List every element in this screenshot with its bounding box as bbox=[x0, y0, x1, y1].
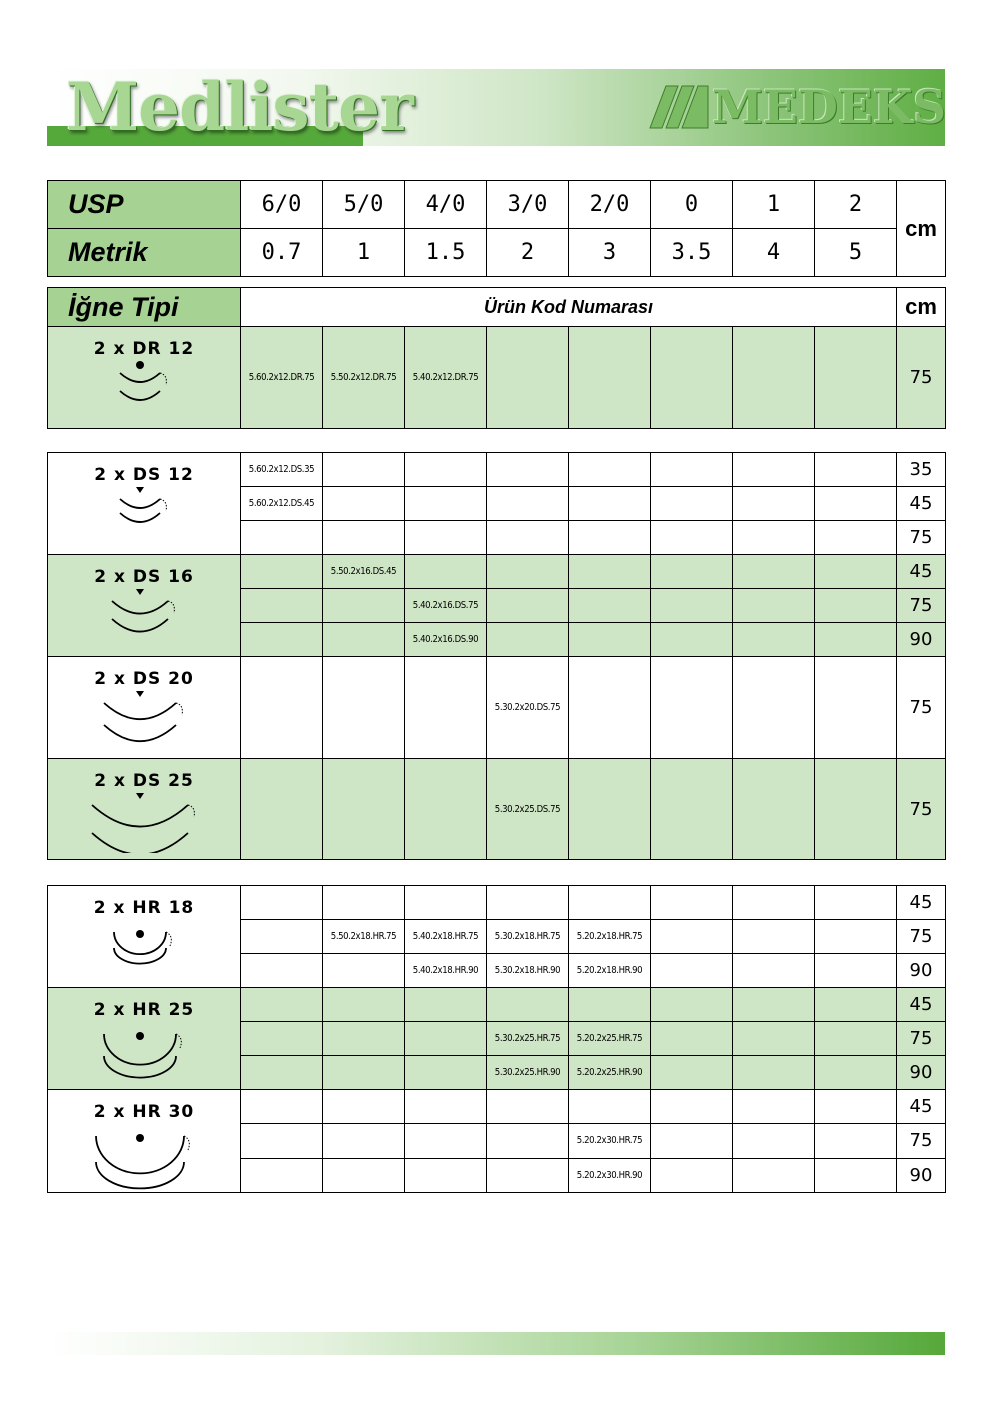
product-code-cell: 5.40.2x18.HR.90 bbox=[405, 954, 487, 988]
product-code-cell bbox=[487, 487, 569, 521]
needle-group-ds12 bbox=[48, 453, 946, 555]
product-code-cell: 5.30.2x20.DS.75 bbox=[487, 657, 569, 759]
product-code-cell: 5.30.2x25.HR.75 bbox=[487, 1022, 569, 1056]
product-code-cell bbox=[241, 589, 323, 623]
product-code-cell bbox=[815, 555, 897, 589]
length-cm-cell: 75 bbox=[897, 920, 946, 954]
metric-size: 2 bbox=[487, 229, 569, 277]
product-code-cell bbox=[569, 1090, 651, 1124]
needle-section-hr bbox=[47, 885, 946, 1193]
needle-type-cell bbox=[48, 555, 241, 657]
length-cm-cell: 45 bbox=[897, 555, 946, 589]
needle-group-dr12 bbox=[48, 327, 946, 429]
length-cm-cell: 45 bbox=[897, 886, 946, 920]
product-code-cell bbox=[323, 521, 405, 555]
product-code-cell bbox=[405, 1056, 487, 1090]
product-code-cell: 5.50.2x12.DR.75 bbox=[323, 327, 405, 429]
needle-group-ds25 bbox=[48, 759, 946, 860]
product-code-cell: 5.20.2x30.HR.90 bbox=[569, 1158, 651, 1192]
code-row bbox=[48, 453, 946, 487]
product-code-cell: 5.30.2x25.HR.90 bbox=[487, 1056, 569, 1090]
metric-label: Metrik bbox=[48, 229, 241, 277]
product-code-cell bbox=[733, 1124, 815, 1158]
product-code-cell: 5.20.2x25.HR.75 bbox=[569, 1022, 651, 1056]
product-code-cell bbox=[733, 623, 815, 657]
product-code-cell bbox=[733, 759, 815, 860]
product-code-cell bbox=[487, 623, 569, 657]
product-code-cell bbox=[241, 521, 323, 555]
product-code-cell bbox=[569, 589, 651, 623]
needle-group-hr18 bbox=[48, 886, 946, 988]
product-code-cell bbox=[815, 1124, 897, 1158]
product-code-cell bbox=[815, 521, 897, 555]
product-code-cell bbox=[323, 623, 405, 657]
product-code-cell bbox=[241, 1090, 323, 1124]
code-title: Ürün Kod Numarası bbox=[241, 288, 897, 327]
needle-type-cell bbox=[48, 657, 241, 759]
usp-size: 0 bbox=[651, 181, 733, 229]
product-code-cell bbox=[815, 1022, 897, 1056]
product-code-cell bbox=[323, 487, 405, 521]
product-code-cell bbox=[487, 1090, 569, 1124]
length-cm-cell: 90 bbox=[897, 1158, 946, 1192]
code-row bbox=[48, 1090, 946, 1124]
metric-size: 5 bbox=[815, 229, 897, 277]
product-code-cell bbox=[651, 920, 733, 954]
product-code-cell bbox=[815, 920, 897, 954]
product-code-cell bbox=[323, 1158, 405, 1192]
product-code-cell: 5.50.2x16.DS.45 bbox=[323, 555, 405, 589]
needle-shape-icon bbox=[88, 1122, 200, 1192]
needle-name: 2 x HR 18 bbox=[93, 898, 195, 918]
product-code-cell bbox=[487, 327, 569, 429]
product-code-cell bbox=[569, 555, 651, 589]
product-code-cell bbox=[733, 1022, 815, 1056]
product-code-cell bbox=[569, 487, 651, 521]
length-cm-cell: 75 bbox=[897, 589, 946, 623]
needle-shape-icon bbox=[99, 587, 189, 639]
needle-type-label: İğne Tipi bbox=[48, 288, 241, 327]
product-code-cell bbox=[569, 327, 651, 429]
needle-group-hr25 bbox=[48, 988, 946, 1090]
product-code-cell bbox=[733, 487, 815, 521]
product-code-cell: 5.60.2x12.DR.75 bbox=[241, 327, 323, 429]
product-code-cell bbox=[651, 988, 733, 1022]
product-code-cell bbox=[241, 555, 323, 589]
product-code-cell bbox=[815, 1090, 897, 1124]
product-code-cell bbox=[733, 954, 815, 988]
length-cm-cell: 75 bbox=[897, 759, 946, 860]
product-code-cell bbox=[733, 521, 815, 555]
needle-name: 2 x HR 30 bbox=[93, 1102, 195, 1122]
product-code-cell bbox=[815, 954, 897, 988]
product-code-cell bbox=[733, 589, 815, 623]
product-code-cell bbox=[815, 759, 897, 860]
product-code-cell bbox=[405, 988, 487, 1022]
product-code-cell bbox=[487, 1158, 569, 1192]
product-code-cell bbox=[241, 759, 323, 860]
product-code-cell bbox=[241, 1056, 323, 1090]
needle-type-cell bbox=[48, 327, 241, 429]
needle-name: 2 x DR 12 bbox=[93, 339, 195, 359]
length-cm-cell: 45 bbox=[897, 988, 946, 1022]
product-code-cell bbox=[733, 555, 815, 589]
product-code-cell: 5.30.2x18.HR.90 bbox=[487, 954, 569, 988]
needle-type-cell bbox=[48, 1090, 241, 1193]
size-header-table bbox=[47, 180, 946, 277]
product-code-cell: 5.40.2x18.HR.75 bbox=[405, 920, 487, 954]
usp-size: 2/0 bbox=[569, 181, 651, 229]
needle-shape-icon bbox=[82, 791, 206, 853]
product-code-cell bbox=[733, 657, 815, 759]
product-code-cell bbox=[569, 988, 651, 1022]
product-code-cell bbox=[815, 1158, 897, 1192]
product-code-cell bbox=[815, 988, 897, 1022]
product-code-cell bbox=[733, 1090, 815, 1124]
product-code-cell bbox=[569, 623, 651, 657]
unit-header: cm bbox=[897, 181, 946, 277]
product-code-cell: 5.40.2x16.DS.75 bbox=[405, 589, 487, 623]
product-code-cell bbox=[569, 886, 651, 920]
product-code-cell bbox=[405, 759, 487, 860]
product-code-cell bbox=[405, 1124, 487, 1158]
product-code-cell bbox=[815, 327, 897, 429]
product-code-cell bbox=[487, 988, 569, 1022]
product-code-cell bbox=[323, 1090, 405, 1124]
product-code-cell bbox=[815, 453, 897, 487]
usp-size: 5/0 bbox=[323, 181, 405, 229]
brand-title: Medlister bbox=[66, 68, 413, 146]
product-code-cell bbox=[241, 954, 323, 988]
product-code-cell bbox=[569, 657, 651, 759]
product-code-cell: 5.40.2x16.DS.90 bbox=[405, 623, 487, 657]
product-code-cell bbox=[815, 487, 897, 521]
metric-size: 3.5 bbox=[651, 229, 733, 277]
product-code-cell bbox=[405, 657, 487, 759]
length-cm-cell: 90 bbox=[897, 623, 946, 657]
code-row bbox=[48, 988, 946, 1022]
product-code-cell: 5.50.2x18.HR.75 bbox=[323, 920, 405, 954]
product-code-cell bbox=[405, 1158, 487, 1192]
product-code-cell bbox=[651, 453, 733, 487]
company-name: MEDEKS bbox=[712, 80, 947, 134]
code-row bbox=[48, 327, 946, 429]
product-code-cell bbox=[569, 521, 651, 555]
medeks-mark-icon bbox=[648, 84, 710, 130]
code-row bbox=[48, 657, 946, 759]
length-cm-cell: 90 bbox=[897, 954, 946, 988]
product-code-cell bbox=[487, 555, 569, 589]
needle-group-ds16 bbox=[48, 555, 946, 657]
length-cm-cell: 75 bbox=[897, 1022, 946, 1056]
product-code-cell bbox=[651, 623, 733, 657]
product-code-cell bbox=[241, 657, 323, 759]
product-code-cell bbox=[815, 589, 897, 623]
needle-shape-icon bbox=[104, 359, 184, 411]
usp-size: 1 bbox=[733, 181, 815, 229]
needle-type-cell bbox=[48, 988, 241, 1090]
product-code-cell: 5.30.2x25.DS.75 bbox=[487, 759, 569, 860]
length-cm-cell: 75 bbox=[897, 657, 946, 759]
product-code-cell bbox=[323, 954, 405, 988]
product-code-cell bbox=[323, 759, 405, 860]
product-code-cell bbox=[651, 954, 733, 988]
company-logo bbox=[648, 82, 946, 132]
product-code-cell bbox=[487, 1124, 569, 1158]
needle-shape-icon bbox=[94, 689, 194, 745]
footer-band bbox=[47, 1332, 945, 1355]
product-code-cell bbox=[405, 487, 487, 521]
product-code-cell bbox=[651, 1124, 733, 1158]
needle-name: 2 x DS 20 bbox=[94, 669, 194, 689]
product-code-cell bbox=[815, 886, 897, 920]
product-code-cell bbox=[651, 589, 733, 623]
length-cm-cell: 75 bbox=[897, 521, 946, 555]
length-cm-cell: 45 bbox=[897, 1090, 946, 1124]
product-code-cell bbox=[487, 589, 569, 623]
product-code-cell bbox=[651, 886, 733, 920]
product-code-cell bbox=[569, 453, 651, 487]
product-code-cell bbox=[323, 1022, 405, 1056]
usp-row bbox=[48, 181, 946, 229]
metric-size: 3 bbox=[569, 229, 651, 277]
product-code-cell bbox=[733, 1056, 815, 1090]
length-cm-cell: 45 bbox=[897, 487, 946, 521]
product-code-cell: 5.60.2x12.DS.45 bbox=[241, 487, 323, 521]
needle-type-cell bbox=[48, 759, 241, 860]
needle-type-cell bbox=[48, 886, 241, 988]
metric-size: 1.5 bbox=[405, 229, 487, 277]
product-code-cell bbox=[487, 521, 569, 555]
product-code-cell bbox=[241, 1124, 323, 1158]
product-code-cell bbox=[733, 988, 815, 1022]
metric-size: 0.7 bbox=[241, 229, 323, 277]
usp-size: 2 bbox=[815, 181, 897, 229]
product-code-cell bbox=[569, 759, 651, 860]
needle-shape-icon bbox=[102, 918, 186, 978]
usp-size: 3/0 bbox=[487, 181, 569, 229]
product-code-cell bbox=[323, 1124, 405, 1158]
length-cm-cell: 35 bbox=[897, 453, 946, 487]
code-row bbox=[48, 759, 946, 860]
product-code-cell bbox=[815, 657, 897, 759]
length-cm-cell: 75 bbox=[897, 327, 946, 429]
needle-shape-icon bbox=[104, 485, 184, 533]
metric-size: 1 bbox=[323, 229, 405, 277]
product-code-cell bbox=[323, 453, 405, 487]
product-code-cell bbox=[651, 1056, 733, 1090]
product-code-cell bbox=[405, 886, 487, 920]
product-code-cell bbox=[651, 521, 733, 555]
product-code-cell bbox=[651, 1022, 733, 1056]
product-code-cell bbox=[241, 920, 323, 954]
product-code-cell: 5.20.2x30.HR.75 bbox=[569, 1124, 651, 1158]
product-code-cell bbox=[405, 453, 487, 487]
product-code-cell bbox=[651, 487, 733, 521]
product-code-cell bbox=[651, 327, 733, 429]
length-cm-cell: 90 bbox=[897, 1056, 946, 1090]
needle-shape-icon bbox=[96, 1020, 192, 1086]
needle-section-dr bbox=[47, 287, 946, 429]
product-code-cell bbox=[733, 920, 815, 954]
unit-header: cm bbox=[897, 288, 946, 327]
needle-group-ds20 bbox=[48, 657, 946, 759]
code-header-row bbox=[48, 288, 946, 327]
needle-group-hr30 bbox=[48, 1090, 946, 1193]
code-row bbox=[48, 886, 946, 920]
product-code-cell bbox=[405, 1090, 487, 1124]
product-code-cell bbox=[241, 886, 323, 920]
usp-size: 4/0 bbox=[405, 181, 487, 229]
product-code-cell: 5.20.2x25.HR.90 bbox=[569, 1056, 651, 1090]
product-code-cell bbox=[733, 453, 815, 487]
product-code-cell bbox=[241, 988, 323, 1022]
needle-section-ds bbox=[47, 452, 946, 860]
usp-label: USP bbox=[48, 181, 241, 229]
usp-size: 6/0 bbox=[241, 181, 323, 229]
product-code-cell bbox=[487, 886, 569, 920]
product-code-cell bbox=[323, 988, 405, 1022]
product-code-cell bbox=[487, 453, 569, 487]
needle-name: 2 x DS 16 bbox=[94, 567, 194, 587]
product-code-cell bbox=[241, 1022, 323, 1056]
product-code-cell bbox=[323, 657, 405, 759]
product-code-cell bbox=[405, 555, 487, 589]
product-code-cell bbox=[323, 589, 405, 623]
product-code-cell: 5.40.2x12.DR.75 bbox=[405, 327, 487, 429]
product-code-cell bbox=[733, 327, 815, 429]
product-code-cell bbox=[323, 1056, 405, 1090]
product-code-cell bbox=[405, 1022, 487, 1056]
product-code-cell bbox=[651, 657, 733, 759]
product-code-cell bbox=[815, 623, 897, 657]
product-code-cell bbox=[733, 886, 815, 920]
product-code-cell bbox=[651, 1158, 733, 1192]
product-code-cell: 5.20.2x18.HR.90 bbox=[569, 954, 651, 988]
product-code-cell: 5.60.2x12.DS.35 bbox=[241, 453, 323, 487]
metric-size: 4 bbox=[733, 229, 815, 277]
product-code-cell: 5.20.2x18.HR.75 bbox=[569, 920, 651, 954]
code-row bbox=[48, 555, 946, 589]
needle-name: 2 x DS 25 bbox=[94, 771, 194, 791]
product-code-cell bbox=[651, 759, 733, 860]
product-code-cell bbox=[733, 1158, 815, 1192]
needle-name: 2 x HR 25 bbox=[93, 1000, 195, 1020]
product-code-cell: 5.30.2x18.HR.75 bbox=[487, 920, 569, 954]
product-code-cell bbox=[405, 521, 487, 555]
needle-type-cell bbox=[48, 453, 241, 555]
metric-row bbox=[48, 229, 946, 277]
needle-name: 2 x DS 12 bbox=[94, 465, 194, 485]
product-code-cell bbox=[241, 1158, 323, 1192]
product-code-cell bbox=[241, 623, 323, 657]
product-code-cell bbox=[651, 555, 733, 589]
product-code-cell bbox=[323, 886, 405, 920]
product-code-cell bbox=[651, 1090, 733, 1124]
product-code-cell bbox=[815, 1056, 897, 1090]
length-cm-cell: 75 bbox=[897, 1124, 946, 1158]
